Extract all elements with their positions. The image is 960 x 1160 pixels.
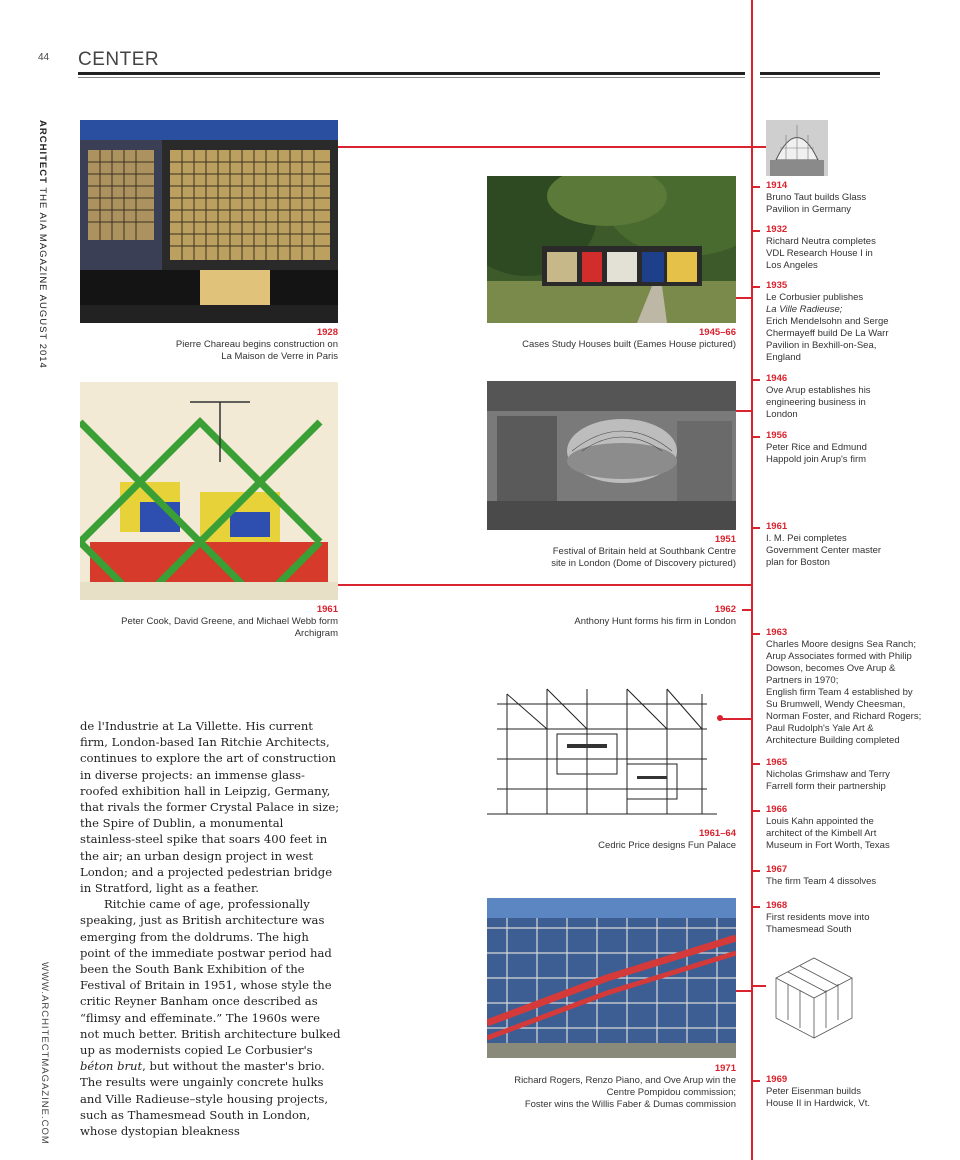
timeline-text: London	[766, 409, 798, 420]
centre-pompidou-photo	[487, 898, 736, 1058]
page-number: 44	[38, 52, 50, 63]
caption-text: Foster wins the Willis Faber & Dumas commission	[524, 1099, 736, 1110]
timeline-text: Peter Rice and Edmund	[766, 442, 867, 453]
timeline-text: Thamesmead South	[766, 924, 852, 935]
timeline-text: Bruno Taut builds Glass	[766, 192, 867, 203]
timeline-text: Government Center master	[766, 545, 882, 556]
timeline-text: VDL Research House I in	[766, 248, 873, 259]
timeline-text: Los Angeles	[766, 260, 818, 271]
timeline-text: Charles Moore designs Sea Ranch;	[766, 639, 916, 650]
header-rule-thin	[78, 77, 745, 78]
caption-year: 1951	[714, 534, 736, 545]
timeline-year: 1956	[766, 430, 788, 441]
timeline-text-italic: La Ville Radieuse;	[766, 304, 843, 315]
timeline-entry-1965	[766, 757, 936, 793]
caption-year: 1962	[714, 604, 736, 615]
tick-1956	[752, 436, 760, 438]
caption-text: La Maison de Verre in Paris	[221, 351, 338, 362]
tick-1969	[752, 1080, 760, 1082]
house-ii-drawing	[766, 948, 862, 1044]
caption-1945	[487, 327, 736, 351]
connector-fun-palace	[720, 718, 752, 720]
caption-year: 1971	[714, 1063, 736, 1074]
timeline-text: Paul Rudolph's Yale Art &	[766, 723, 874, 734]
timeline-text: engineering business in	[766, 397, 866, 408]
timeline-text: I. M. Pei completes	[766, 533, 847, 544]
body-text: , but without the master's brio. The results were ungainly concrete hulks and Ville Radieuse–style housing projects, such as Thamesmead South in London, whose dystopian bleakness	[80, 1059, 329, 1139]
timeline-year: 1914	[766, 180, 788, 191]
timeline-text: Nicholas Grimshaw and Terry	[766, 769, 890, 780]
timeline-text: Architecture Building completed	[766, 735, 900, 746]
tick-1961	[752, 527, 760, 529]
body-paragraph: de l'Industrie at La Villette. His current firm, London-based Ian Ritchie Architects, continues to explore the art of construction in diverse projects: an immense glass-roofed exhibition hall in Leipzig, Germany, that rivals the former Crystal Palace in size; the Spire of Dublin, a monumental stainless-steel spike that soars 400 feet in the air; an urban design project in west London; and a projected pedestrian bridge in Stratford, light as a feather.	[80, 719, 340, 896]
body-text-italic: béton brut	[80, 1059, 143, 1074]
timeline-entry-1946	[766, 373, 936, 421]
connector-dot-fun-palace	[717, 715, 723, 721]
caption-text: Anthony Hunt forms his firm in London	[574, 616, 736, 627]
caption-1962	[487, 604, 736, 628]
caption-year: 1961	[316, 604, 338, 615]
caption-text: Peter Cook, David Greene, and Michael Webb form Archigram	[121, 616, 338, 639]
connector-1961	[330, 584, 752, 586]
caption-year: 1961–64	[699, 828, 736, 839]
timeline-text: Richard Neutra completes	[766, 236, 876, 247]
timeline-text: Le Corbusier publishes	[766, 292, 864, 303]
tick-1932	[752, 230, 760, 232]
magazine-spine-label	[37, 120, 48, 369]
timeline-entry-1967	[766, 864, 936, 888]
magazine-subtitle: THE AIA MAGAZINE	[37, 183, 48, 292]
body-text: Ritchie came of age, professionally speaking, just as British architecture was emerging from the doldrums. The high point of the immediate postwar period had been the South Bank Exhibition of the Festival of Britain in 1951, whose style the critic Reyner Banham once described as “flimsy and effeminate.” The 1960s were not much better. British architecture bulked up as modernists copied Le Corbusier's	[80, 897, 341, 1058]
caption-text: site in London (Dome of Discovery pictured)	[551, 558, 736, 569]
maison-de-verre-photo	[80, 120, 338, 323]
tick-1968	[752, 906, 760, 908]
caption-year: 1945–66	[699, 327, 736, 338]
timeline-text: plan for Boston	[766, 557, 830, 568]
timeline-text: Farrell form their partnership	[766, 781, 886, 792]
tick-1966	[752, 810, 760, 812]
timeline-text: English firm Team 4 established by	[766, 687, 913, 698]
tick-1935	[752, 286, 760, 288]
tick-1914	[752, 186, 760, 188]
timeline-year: 1968	[766, 900, 788, 911]
timeline-entry-1932	[766, 224, 936, 272]
archigram-drawing	[80, 382, 338, 600]
timeline-year: 1932	[766, 224, 788, 235]
caption-1971	[487, 1063, 736, 1111]
caption-text: Pierre Chareau begins construction on	[175, 339, 338, 350]
caption-text: Cases Study Houses built (Eames House pictured)	[522, 339, 736, 350]
caption-fun-palace	[487, 828, 736, 852]
timeline-year: 1965	[766, 757, 788, 768]
timeline-text: Happold join Arup's firm	[766, 454, 867, 465]
glass-pavilion-photo	[766, 120, 828, 176]
timeline-text: House II in Hardwick, Vt.	[766, 1098, 871, 1109]
timeline-entry-1935	[766, 280, 936, 364]
timeline-text: Peter Eisenman builds	[766, 1086, 862, 1097]
timeline-text: Arup Associates formed with Philip	[766, 651, 912, 662]
timeline-year: 1969	[766, 1074, 788, 1085]
caption-text: Richard Rogers, Renzo Piano, and Ove Arup win the	[514, 1075, 736, 1086]
timeline-text: Partners in 1970;	[766, 675, 839, 686]
caption-1928	[80, 327, 338, 363]
magazine-name: ARCHITECT	[37, 120, 48, 184]
tick-1946	[752, 379, 760, 381]
article-body	[80, 718, 342, 1139]
timeline-text: Louis Kahn appointed the	[766, 816, 874, 827]
timeline-text: Chermayeff build De La Warr	[766, 328, 889, 339]
timeline-text: Pavilion in Germany	[766, 204, 852, 215]
tick-1963	[752, 633, 760, 635]
tick-1962	[742, 609, 752, 611]
caption-1951	[487, 534, 736, 570]
timeline-entry-1963	[766, 627, 936, 747]
timeline-entry-1961	[766, 521, 936, 569]
magazine-url: WWW.ARCHITECTMAGAZINE.COM	[39, 962, 50, 1145]
timeline-text: Museum in Fort Worth, Texas	[766, 840, 890, 851]
timeline-entry-1956	[766, 430, 936, 466]
timeline-text: England	[766, 352, 801, 363]
caption-text: Cedric Price designs Fun Palace	[598, 840, 736, 851]
timeline-text: Erich Mendelsohn and Serge	[766, 316, 889, 327]
timeline-text: Pavilion in Bexhill-on-Sea,	[766, 340, 877, 351]
timeline-text: architect of the Kimbell Art	[766, 828, 877, 839]
timeline-year: 1961	[766, 521, 788, 532]
fun-palace-drawing	[487, 684, 717, 822]
festival-of-britain-photo	[487, 381, 736, 530]
timeline-text: The firm Team 4 dissolves	[766, 876, 877, 887]
caption-text: Centre Pompidou commission;	[606, 1087, 736, 1098]
timeline-text: Dowson, becomes Ove Arup &	[766, 663, 896, 674]
section-title: CENTER	[78, 49, 160, 70]
timeline-year: 1935	[766, 280, 788, 291]
body-paragraph	[80, 896, 342, 1139]
header-rule-right	[760, 72, 880, 75]
caption-year: 1928	[316, 327, 338, 338]
timeline-entry-1914	[766, 180, 936, 216]
timeline-year: 1963	[766, 627, 788, 638]
timeline-year: 1966	[766, 804, 788, 815]
caption-text: Festival of Britain held at Southbank Centre	[552, 546, 736, 557]
eames-house-photo	[487, 176, 736, 323]
timeline-text: First residents move into	[766, 912, 870, 923]
timeline-text: Su Brumwell, Wendy Cheesman,	[766, 699, 906, 710]
caption-1961-archigram	[80, 604, 338, 640]
timeline-year: 1946	[766, 373, 788, 384]
header-rule	[78, 72, 745, 75]
timeline-entry-1968	[766, 900, 936, 936]
tick-1967	[752, 870, 760, 872]
header-rule-right-thin	[760, 77, 880, 78]
tick-1965	[752, 763, 760, 765]
connector-1928	[324, 146, 752, 148]
timeline-text: Norman Foster, and Richard Rogers;	[766, 711, 922, 722]
timeline-text: Ove Arup establishes his	[766, 385, 871, 396]
timeline-year: 1967	[766, 864, 788, 875]
issue-date: AUGUST 2014	[37, 291, 48, 369]
timeline-entry-1966	[766, 804, 936, 852]
timeline-entry-1969	[766, 1074, 936, 1110]
